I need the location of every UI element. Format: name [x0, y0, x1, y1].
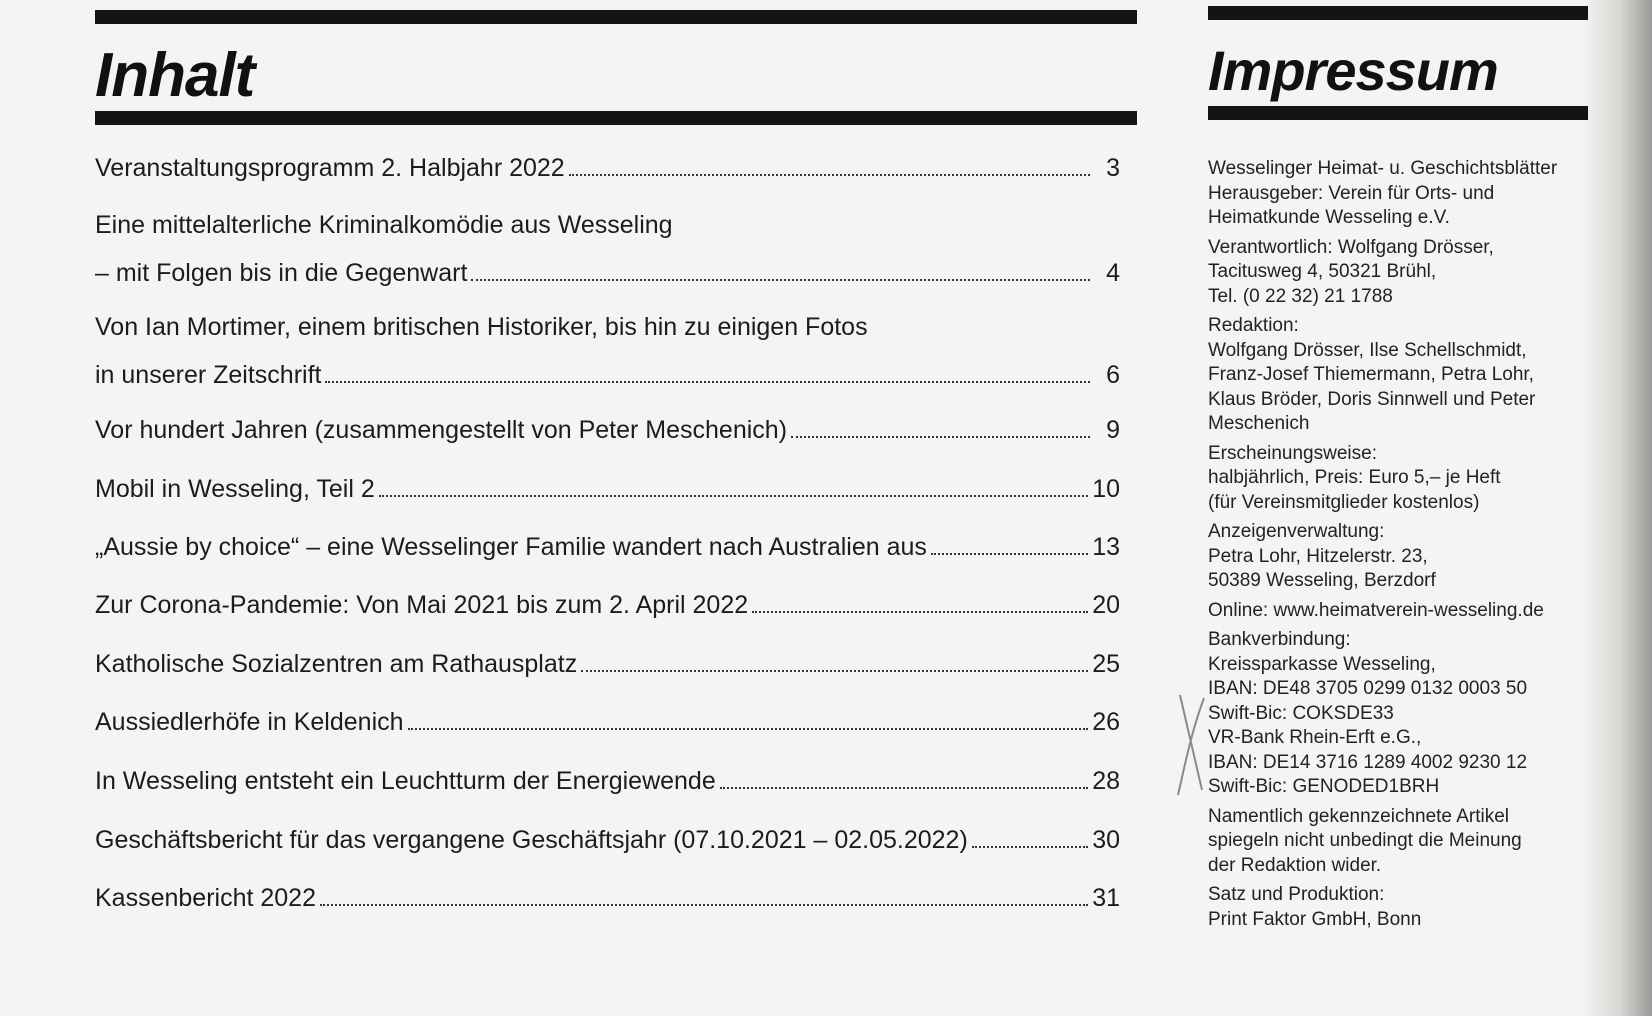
- toc-entry-title: „Aussie by choice“ – eine Wesselinger Familie wandert nach Australien aus: [95, 533, 927, 561]
- impressum-line: Erscheinungsweise:: [1208, 442, 1377, 464]
- impressum-line: halbjährlich, Preis: Euro 5,– je Heft: [1208, 467, 1501, 488]
- dot-leader: [581, 670, 1088, 672]
- toc-entry-line: [95, 707, 1120, 737]
- toc-entry-line: [95, 825, 1120, 855]
- impressum-block: [1208, 805, 1598, 879]
- inhalt-top-rule: [95, 10, 1137, 24]
- impressum-line: (für Vereinsmitglieder kostenlos): [1208, 491, 1480, 513]
- impressum-line: Anzeigenverwaltung:: [1208, 521, 1385, 542]
- impressum-line: Herausgeber: Verein für Orts- und: [1208, 182, 1495, 204]
- impressum-line: Satz und Produktion:: [1208, 884, 1385, 905]
- dot-leader: [320, 904, 1088, 906]
- inhalt-heading: Inhalt: [95, 41, 255, 110]
- impressum-line: Online: www.heimatverein-wesseling.de: [1208, 599, 1544, 621]
- dot-leader: [972, 846, 1088, 848]
- toc-entry-title: Aussiedlerhöfe in Keldenich: [95, 708, 404, 736]
- toc-entry-line: [95, 258, 1120, 288]
- impressum-details: [1208, 157, 1598, 937]
- toc-entry-line: [95, 153, 1120, 183]
- impressum-line: Tel. (0 22 32) 21 1788: [1208, 285, 1393, 307]
- impressum-line: Namentlich gekennzeichnete Artikel: [1208, 805, 1510, 827]
- toc-entry-line: [95, 415, 1120, 445]
- impressum-line: Redaktion:: [1208, 315, 1299, 336]
- toc-entry-line: [95, 649, 1120, 679]
- impressum-block: [1208, 236, 1598, 310]
- impressum-block: [1208, 314, 1598, 437]
- toc-page-number: 25: [1092, 650, 1120, 678]
- toc-entry-title: Katholische Sozialzentren am Rathausplatz: [95, 650, 578, 678]
- toc-page-number: 26: [1092, 708, 1120, 736]
- impressum-line: Tacitusweg 4, 50321 Brühl,: [1208, 261, 1437, 282]
- toc-page-number: 20: [1092, 591, 1120, 619]
- toc-page-number: 6: [1106, 361, 1120, 389]
- toc-entry-line: [95, 210, 1120, 240]
- impressum-line: Wesselinger Heimat- u. Geschichtsblätter: [1208, 158, 1558, 179]
- toc-page-number: 28: [1092, 767, 1120, 795]
- toc-page-number: 4: [1106, 259, 1120, 287]
- toc-entry-line: [95, 532, 1120, 562]
- impressum-line: Print Faktor GmbH, Bonn: [1208, 908, 1422, 930]
- toc-entry-line: [95, 766, 1120, 796]
- inhalt-bottom-rule: [95, 111, 1137, 125]
- impressum-line: Swift-Bic: COKSDE33: [1208, 702, 1394, 724]
- toc-entry-title: in unserer Zeitschrift: [95, 361, 322, 389]
- impressum-line: Petra Lohr, Hitzelerstr. 23,: [1208, 545, 1428, 567]
- toc-entry-title: Von Ian Mortimer, einem britischen Historiker, bis hin zu einigen Fotos: [95, 313, 868, 341]
- dot-leader: [325, 381, 1090, 383]
- toc-entry-title: Kassenbericht 2022: [95, 884, 316, 912]
- impressum-line: der Redaktion wider.: [1208, 854, 1382, 876]
- toc-entry-line: [95, 474, 1120, 504]
- toc-entry-title: Vor hundert Jahren (zusammengestellt von Peter Meschenich): [95, 416, 788, 444]
- impressum-block: [1208, 157, 1598, 231]
- dot-leader: [569, 174, 1090, 176]
- toc-entry-title: Mobil in Wesseling, Teil 2: [95, 475, 375, 503]
- impressum-bottom-rule: [1208, 106, 1588, 120]
- toc-entry-line: [95, 312, 1120, 342]
- impressum-line: VR-Bank Rhein-Erft e.G.,: [1208, 727, 1422, 748]
- impressum-line: Verantwortlich: Wolfgang Drösser,: [1208, 236, 1494, 258]
- dot-leader: [408, 728, 1089, 730]
- toc-page-number: 13: [1092, 533, 1120, 561]
- toc-entry-title: Zur Corona-Pandemie: Von Mai 2021 bis zum 2. April 2022: [95, 591, 749, 619]
- impressum-block: [1208, 628, 1598, 800]
- impressum-line: spiegeln nicht unbedingt die Meinung: [1208, 830, 1522, 851]
- impressum-line: Swift-Bic: GENODED1BRH: [1208, 776, 1440, 797]
- impressum-heading: Impressum: [1208, 39, 1498, 102]
- impressum-top-rule: [1208, 6, 1588, 20]
- impressum-block: [1208, 883, 1598, 932]
- dot-leader: [752, 611, 1088, 613]
- impressum-line: IBAN: DE14 3716 1289 4002 9230 12: [1208, 751, 1528, 773]
- impressum-line: Franz-Josef Thiemermann, Petra Lohr,: [1208, 364, 1534, 385]
- toc-entry-title: Eine mittelalterliche Kriminalkomödie aus Wesseling: [95, 211, 673, 239]
- toc-page-number: 10: [1092, 475, 1120, 503]
- impressum-line: Klaus Bröder, Doris Sinnwell und Peter: [1208, 388, 1536, 410]
- impressum-line: Bankverbindung:: [1208, 629, 1351, 650]
- toc-page-number: 31: [1092, 884, 1120, 912]
- toc-entry-line: [95, 590, 1120, 620]
- impressum-line: Heimatkunde Wesseling e.V.: [1208, 207, 1450, 228]
- dot-leader: [791, 436, 1090, 438]
- dot-leader: [379, 495, 1088, 497]
- impressum-line: Kreissparkasse Wesseling,: [1208, 653, 1436, 675]
- toc-entry-title: – mit Folgen bis in die Gegenwart: [95, 259, 468, 287]
- toc-entry-title: Geschäftsbericht für das vergangene Geschäftsjahr (07.10.2021 – 02.05.2022): [95, 826, 968, 854]
- impressum-block: [1208, 599, 1598, 624]
- dot-leader: [931, 553, 1088, 555]
- impressum-block: [1208, 520, 1598, 594]
- toc-page-number: 9: [1106, 416, 1120, 444]
- impressum-line: Meschenich: [1208, 413, 1310, 434]
- impressum-line: 50389 Wesseling, Berzdorf: [1208, 570, 1436, 591]
- toc-entry-title: Veranstaltungsprogramm 2. Halbjahr 2022: [95, 154, 565, 182]
- toc-entry-line: [95, 360, 1120, 390]
- dot-leader: [720, 787, 1088, 789]
- toc-page-number: 30: [1092, 826, 1120, 854]
- toc-page-number: 3: [1106, 154, 1120, 182]
- dot-leader: [471, 279, 1090, 281]
- toc-entry-line: [95, 883, 1120, 913]
- toc-entry-title: In Wesseling entsteht ein Leuchtturm der Energiewende: [95, 767, 716, 795]
- impressum-line: Wolfgang Drösser, Ilse Schellschmidt,: [1208, 339, 1527, 361]
- pencil-mark: [1172, 690, 1212, 800]
- impressum-block: [1208, 442, 1598, 516]
- impressum-line: IBAN: DE48 3705 0299 0132 0003 50: [1208, 678, 1528, 699]
